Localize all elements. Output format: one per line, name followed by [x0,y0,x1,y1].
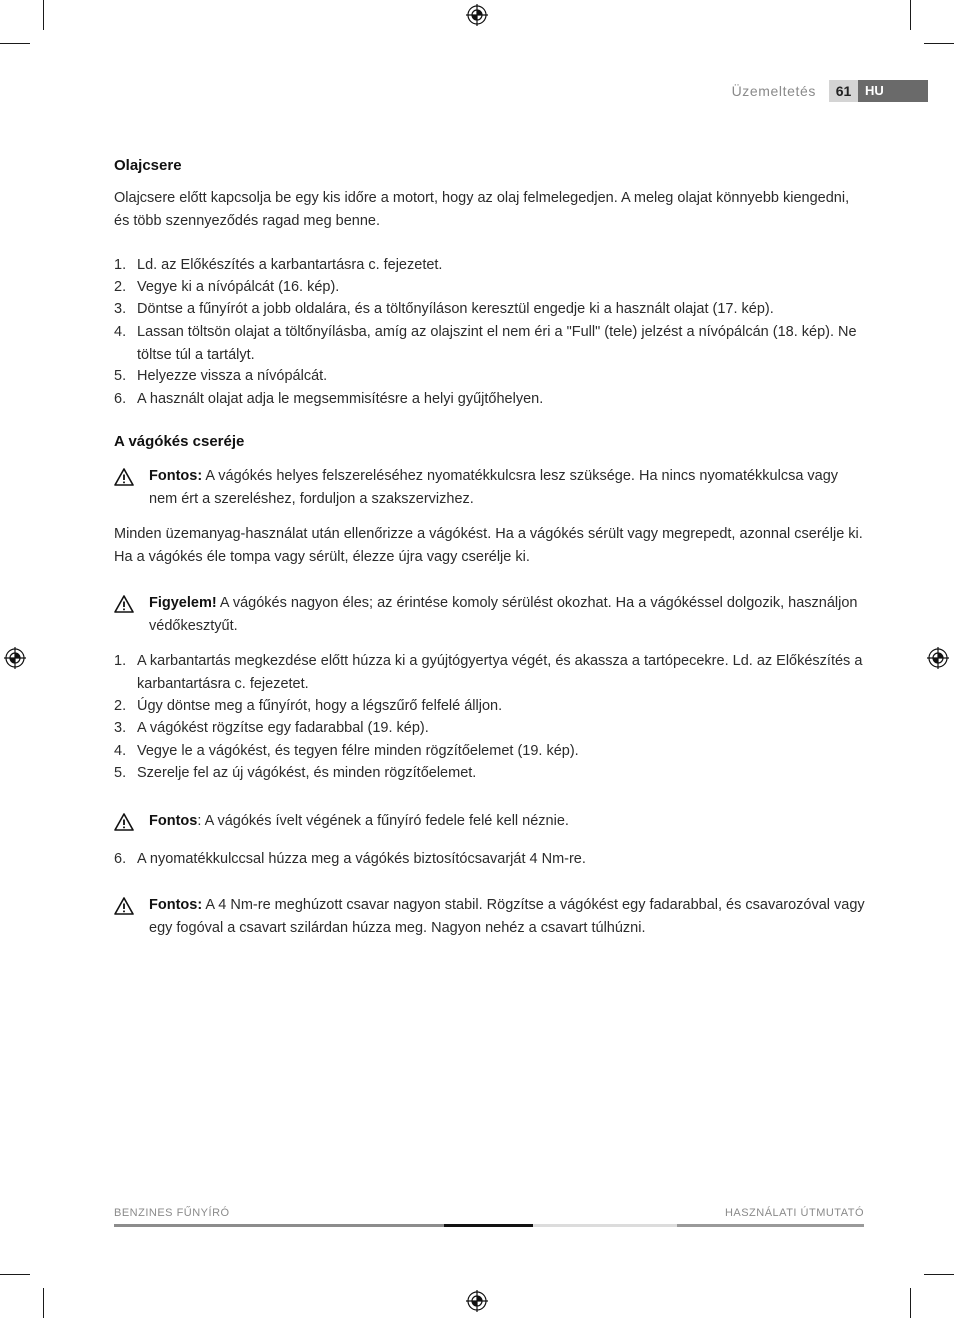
registration-mark-icon [4,647,26,669]
warning-body: A 4 Nm-re meghúzott csavar nagyon stabil. Rögzítse a vágókést egy fadarabbal, és csavarozóval vagy egy fogóval a csavart szilárdan húzza meg. Nagyon nehéz a csavart túlhúzni. [149,897,865,936]
list-item [114,254,866,277]
warning-note [114,465,866,510]
oil-change-intro: Olajcsere előtt kapcsolja be egy kis időre a motort, hogy az olaj felmelegedjen. A meleg olajat könnyebb kiengedni, és több szennyeződés ragad meg benne. [114,190,850,229]
warning-text [149,465,866,510]
crop-mark [910,0,911,30]
footer-manual-title: HASZNÁLATI ÚTMUTATÓ [724,1207,864,1219]
list-item [114,695,866,718]
warning-note [114,894,866,939]
footer-product-name: BENZINES FŰNYÍRÓ [114,1207,230,1219]
warning-lead: Fontos [149,813,198,829]
warning-triangle-icon [114,813,134,831]
warning-note [114,592,866,637]
warning-text [149,592,866,637]
crop-mark [924,1274,954,1275]
footer-bar-segment [533,1224,677,1227]
list-number: 1. [114,653,127,669]
warning-lead: Fontos: [149,468,203,484]
registration-mark-icon [466,4,488,26]
list-number: 2. [114,698,127,714]
list-item [114,740,866,763]
warning-triangle-icon [114,897,134,915]
warning-body: A vágókés nagyon éles; az érintése komoly sérülést okozhat. Ha a vágókéssel dolgozik, használjon védőkesztyűt. [149,595,858,634]
list-text: Vegye ki a nívópálcát (16. kép). [137,279,340,295]
list-text: A használt olajat adja le megsemmisítésre a helyi gyűjtőhelyen. [137,391,544,407]
warning-note [114,810,866,833]
list-item [114,848,866,871]
list-text: Szerelje fel az új vágókést, és minden rögzítőelemet. [137,765,477,781]
list-text: A karbantartás megkezdése előtt húzza ki a gyújtógyertya végét, és akassza a tartópecekre. Ld. az Előkészítés a karbantartásra c. fejezetet. [137,653,863,692]
list-text: Ld. az Előkészítés a karbantartásra c. fejezetet. [137,257,443,273]
list-number: 5. [114,368,127,384]
warning-body: : A vágókés ívelt végének a fűnyíró fedele felé kell néznie. [197,813,569,829]
registration-mark-icon [927,647,949,669]
footer-bar-segment [114,1224,444,1227]
crop-mark [43,0,44,30]
list-text: A vágókést rögzítse egy fadarabbal (19. kép). [137,720,429,736]
warning-text [149,894,866,939]
footer-bar-segment [444,1224,533,1227]
list-number: 5. [114,765,127,781]
page-number: 61 [829,80,858,102]
warning-text [149,810,866,833]
list-number: 6. [114,391,127,407]
warning-triangle-icon [114,595,134,613]
warning-body: A vágókés helyes felszereléséhez nyomatékkulcsra lesz szüksége. Ha nincs nyomatékkulcsa vagy nem ért a szereléshez, forduljon a szakszervizhez. [149,468,839,507]
list-text: Vegye le a vágókést, és tegyen félre minden rögzítőelemet (19. kép). [137,743,579,759]
list-number: 1. [114,257,127,273]
list-text: A nyomatékkulccsal húzza meg a vágókés biztosítócsavarját 4 Nm-re. [137,851,586,867]
list-item [114,388,866,411]
list-number: 6. [114,851,127,867]
crop-mark [0,43,30,44]
section-heading-blade-change: A vágókés cseréje [114,433,245,450]
list-item [114,717,866,740]
list-item [114,298,866,321]
list-item [114,762,866,785]
list-item [114,276,866,299]
crop-mark [0,1274,30,1275]
blade-inspection-paragraph: Minden üzemanyag-használat után ellenőrizze a vágókést. Ha a vágókés sérült vagy megrepedt, azonnal cserélje ki. Ha a vágókés éle tompa vagy sérült, élezze újra vagy cserélje ki. [114,526,863,565]
header-section-title: Üzemeltetés [731,83,816,99]
footer-bar-segment [677,1224,864,1227]
warning-lead: Figyelem! [149,595,217,611]
crop-mark [910,1288,911,1318]
warning-lead: Fontos: [149,897,203,913]
list-number: 4. [114,324,127,340]
section-heading-oil-change: Olajcsere [114,157,182,174]
list-item [114,321,866,366]
list-number: 3. [114,301,127,317]
list-text: Lassan töltsön olajat a töltőnyílásba, amíg az olajszint el nem éri a "Full" (tele) jelzést a nívópálcán (18. kép). Ne töltse túl a tartályt. [137,324,857,363]
list-text: Döntse a fűnyírót a jobb oldalára, és a töltőnyíláson keresztül engedje ki a használt olajat (17. kép). [137,301,774,317]
crop-mark [924,43,954,44]
list-number: 2. [114,279,127,295]
list-number: 4. [114,743,127,759]
crop-mark [43,1288,44,1318]
list-text: Helyezze vissza a nívópálcát. [137,368,328,384]
list-text: Úgy döntse meg a fűnyírót, hogy a légszűrő felfelé álljon. [137,698,503,714]
list-item [114,650,866,695]
list-number: 3. [114,720,127,736]
registration-mark-icon [466,1290,488,1312]
language-badge: HU [858,80,928,102]
warning-triangle-icon [114,468,134,486]
list-item [114,365,866,388]
